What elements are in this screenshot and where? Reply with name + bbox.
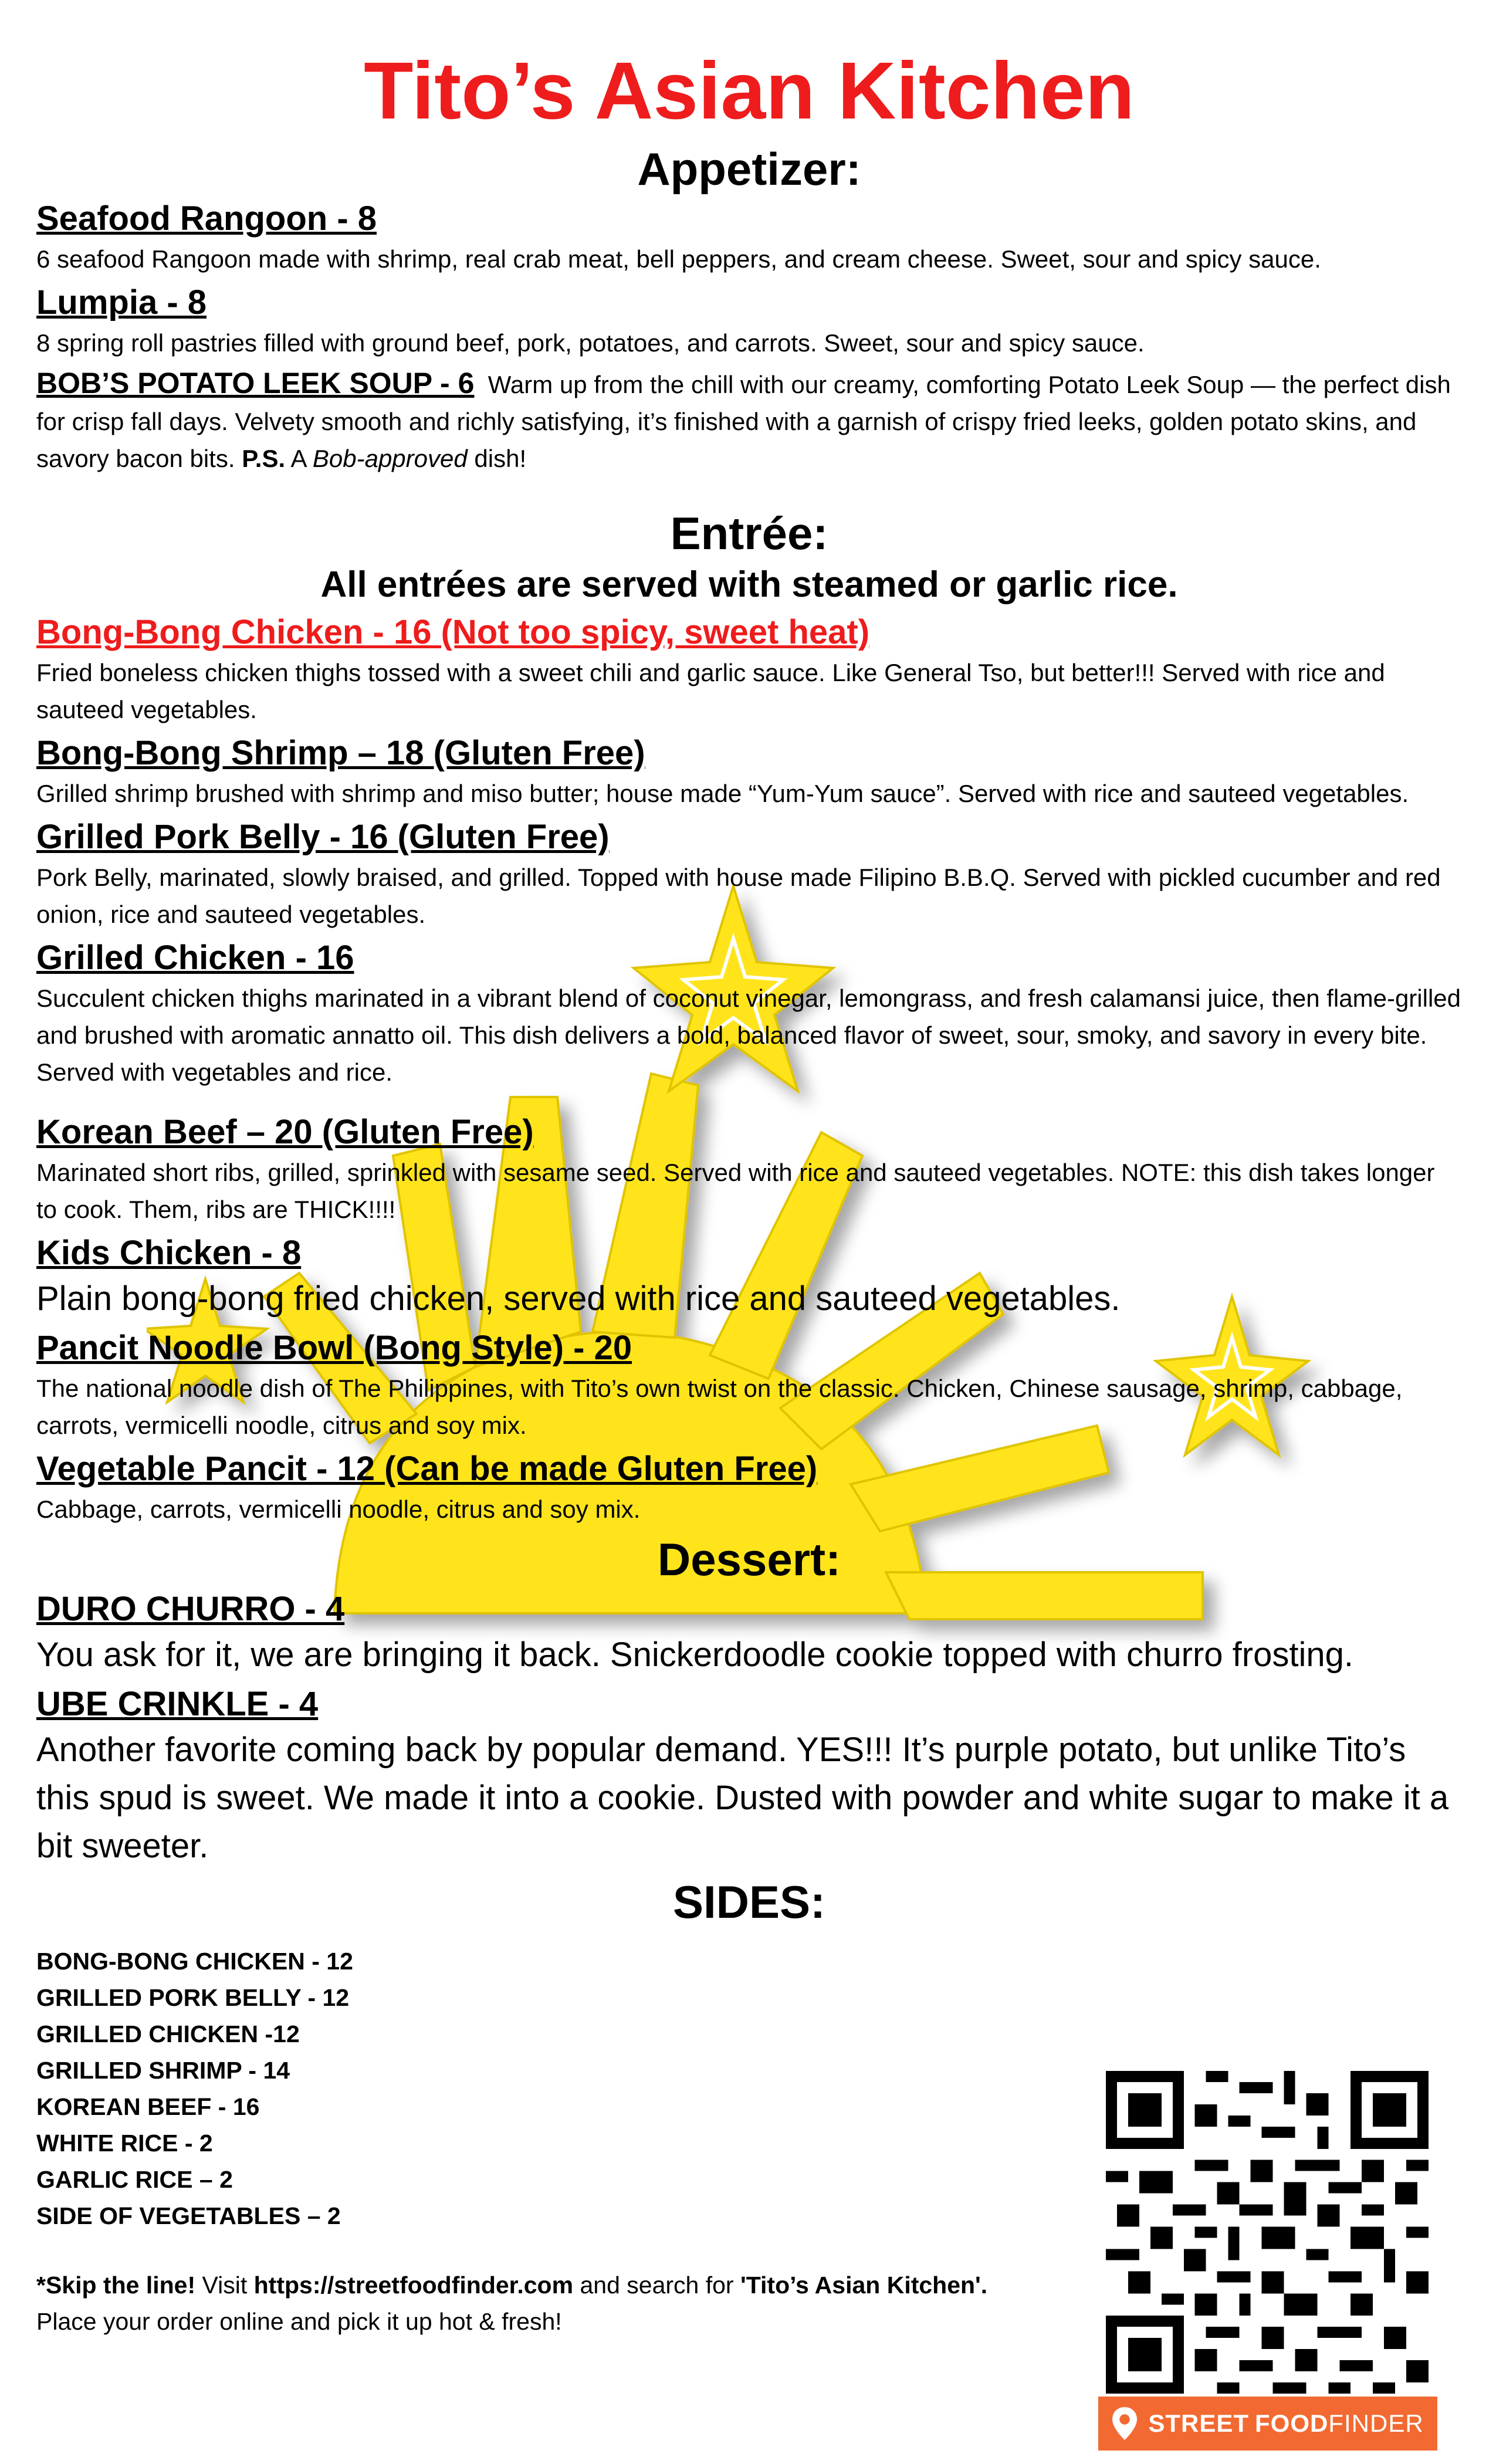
menu-content — [36, 41, 1462, 2340]
entree-heading: Entrée: — [670, 507, 828, 559]
entree-item-desc: Pork Belly, marinated, slowly braised, and grilled. Topped with house made Filipino B.B.Q. Served with pickled cucumber and red onion, rice and sauteed vegetables. — [36, 864, 1441, 928]
skip-url-link[interactable]: https://streetfoodfinder.com — [253, 2272, 574, 2299]
side-item: GRILLED SHRIMP - 14 — [36, 2057, 290, 2084]
dessert-item-title: DURO CHURRO - 4 — [36, 1590, 345, 1628]
skip-search: and search for — [580, 2272, 734, 2299]
appetizer-item-title: Seafood Rangoon - 8 — [36, 199, 377, 238]
entree-item — [36, 815, 1462, 933]
entree-item — [36, 611, 1462, 728]
entree-item-title: Vegetable Pancit - 12 (Can be made Gluten Free) — [36, 1450, 818, 1488]
dessert-item-desc: You ask for it, we are bringing it back. Snickerdoodle cookie topped with churro frosting. — [36, 1636, 1353, 1674]
soup-ps-em: Bob-approved — [312, 445, 468, 472]
dessert-item — [36, 1588, 1462, 1679]
side-item: GRILLED PORK BELLY - 12 — [36, 1984, 350, 2011]
appetizer-item — [36, 281, 1462, 361]
entree-item-desc: The national noodle dish of The Philippines, with Tito’s own twist on the classic. Chicken, Chinese sausage, shrimp, cabbage, carrots, vermicelli noodle, citrus and soy mix. — [36, 1375, 1403, 1439]
qr-code-icon[interactable] — [1106, 2071, 1429, 2394]
entree-item — [36, 1447, 1462, 1528]
side-item: KOREAN BEEF - 16 — [36, 2093, 260, 2120]
side-item: SIDE OF VEGETABLES – 2 — [36, 2202, 341, 2229]
skip-the-line-note — [36, 2267, 1092, 2340]
badge-food: FOOD — [1255, 2409, 1329, 2437]
skip-lead: *Skip the line! — [36, 2272, 196, 2299]
entree-item-desc: Plain bong-bong fried chicken, served with rice and sauteed vegetables. — [36, 1280, 1121, 1318]
appetizer-item-desc: 8 spring roll pastries filled with ground beef, pork, potatoes, and carrots. Sweet, sour and spicy sauce. — [36, 329, 1145, 357]
entree-note: All entrées are served with steamed or garlic rice. — [320, 564, 1178, 605]
entree-item — [36, 1111, 1462, 1228]
entree-item-title: Kids Chicken - 8 — [36, 1234, 302, 1272]
appetizer-item — [36, 197, 1462, 277]
badge-finder: FINDER — [1328, 2409, 1424, 2437]
entree-item-desc: Marinated short ribs, grilled, sprinkled with sesame seed. Served with rice and sauteed vegetables. NOTE: this dish takes longer to cook. Them, ribs are THICK!!!! — [36, 1159, 1435, 1223]
appetizer-item-desc: 6 seafood Rangoon made with shrimp, real crab meat, bell peppers, and cream cheese. Sweet, sour and spicy sauce. — [36, 245, 1321, 273]
skip-visit: Visit — [202, 2272, 248, 2299]
soup-title: BOB’S POTATO LEEK SOUP - 6 — [36, 367, 475, 400]
entree-item — [36, 936, 1462, 1091]
dessert-item-desc: Another favorite coming back by popular demand. YES!!! It’s purple potato, but unlike Tito’s this spud is sweet. We made it into a cookie. Dusted with powder and white sugar to make it a bit sweeter. — [36, 1731, 1449, 1865]
restaurant-title: Tito’s Asian Kitchen — [364, 46, 1135, 136]
entree-item-title: Pancit Noodle Bowl (Bong Style) - 20 — [36, 1329, 632, 1367]
entree-item — [36, 1231, 1462, 1323]
side-item: BONG-BONG CHICKEN - 12 — [36, 1948, 353, 1975]
entree-item-desc: Grilled shrimp brushed with shrimp and miso butter; house made “Yum-Yum sauce”. Served with rice and sauteed vegetables. — [36, 780, 1409, 807]
soup-ps-label: P.S. — [242, 445, 286, 472]
appetizer-heading: Appetizer: — [637, 143, 861, 195]
entree-item-title: Grilled Chicken - 16 — [36, 939, 354, 977]
soup-ps-end: dish! — [474, 445, 527, 472]
badge-street: STREET — [1148, 2409, 1249, 2437]
location-pin-icon — [1112, 2407, 1138, 2440]
soup-item — [36, 365, 1462, 477]
dessert-item — [36, 1683, 1462, 1870]
entree-item-title: Bong-Bong Chicken - 16 (Not too spicy, sweet heat) — [36, 613, 870, 651]
skip-name: 'Tito’s Asian Kitchen'. — [740, 2272, 988, 2299]
entree-item-desc: Cabbage, carrots, vermicelli noodle, citrus and soy mix. — [36, 1495, 641, 1523]
skip-line2: Place your order online and pick it up hot & fresh! — [36, 2308, 562, 2335]
dessert-heading: Dessert: — [657, 1534, 841, 1585]
side-item: GARLIC RICE – 2 — [36, 2166, 233, 2193]
entree-item-title: Grilled Pork Belly - 16 (Gluten Free) — [36, 818, 610, 856]
sides-heading: SIDES: — [672, 1876, 826, 1928]
dessert-item-title: UBE CRINKLE - 4 — [36, 1685, 319, 1723]
appetizer-item-title: Lumpia - 8 — [36, 283, 207, 321]
street-food-finder-badge[interactable] — [1098, 2397, 1437, 2451]
entree-item-desc: Succulent chicken thighs marinated in a vibrant blend of coconut vinegar, lemongrass, and fresh calamansi juice, then flame-grilled and brushed with aromatic annatto oil. This dish delivers a bold, balanced flavor of sweet, sour, smoky, and savory in every bite. Served with vegetables and rice. — [36, 984, 1461, 1086]
entree-item — [36, 732, 1462, 812]
entree-item-title: Bong-Bong Shrimp – 18 (Gluten Free) — [36, 734, 645, 772]
side-item: GRILLED CHICKEN -12 — [36, 2020, 300, 2047]
side-item: WHITE RICE - 2 — [36, 2130, 213, 2157]
entree-item — [36, 1326, 1462, 1444]
soup-desc: Warm up from the chill with our creamy, comforting Potato Leek Soup — the perfect dish for crisp fall days. Velvety smooth and richly satisfying, it’s finished with a garnish of crispy fried leeks, golden potato skins, and savory bacon bits. — [36, 371, 1451, 472]
soup-ps-a: A — [290, 445, 306, 472]
entree-item-title: Korean Beef – 20 (Gluten Free) — [36, 1113, 534, 1151]
entree-item-desc: Fried boneless chicken thighs tossed with a sweet chili and garlic sauce. Like General Tso, but better!!! Served with rice and sauteed vegetables. — [36, 659, 1385, 723]
